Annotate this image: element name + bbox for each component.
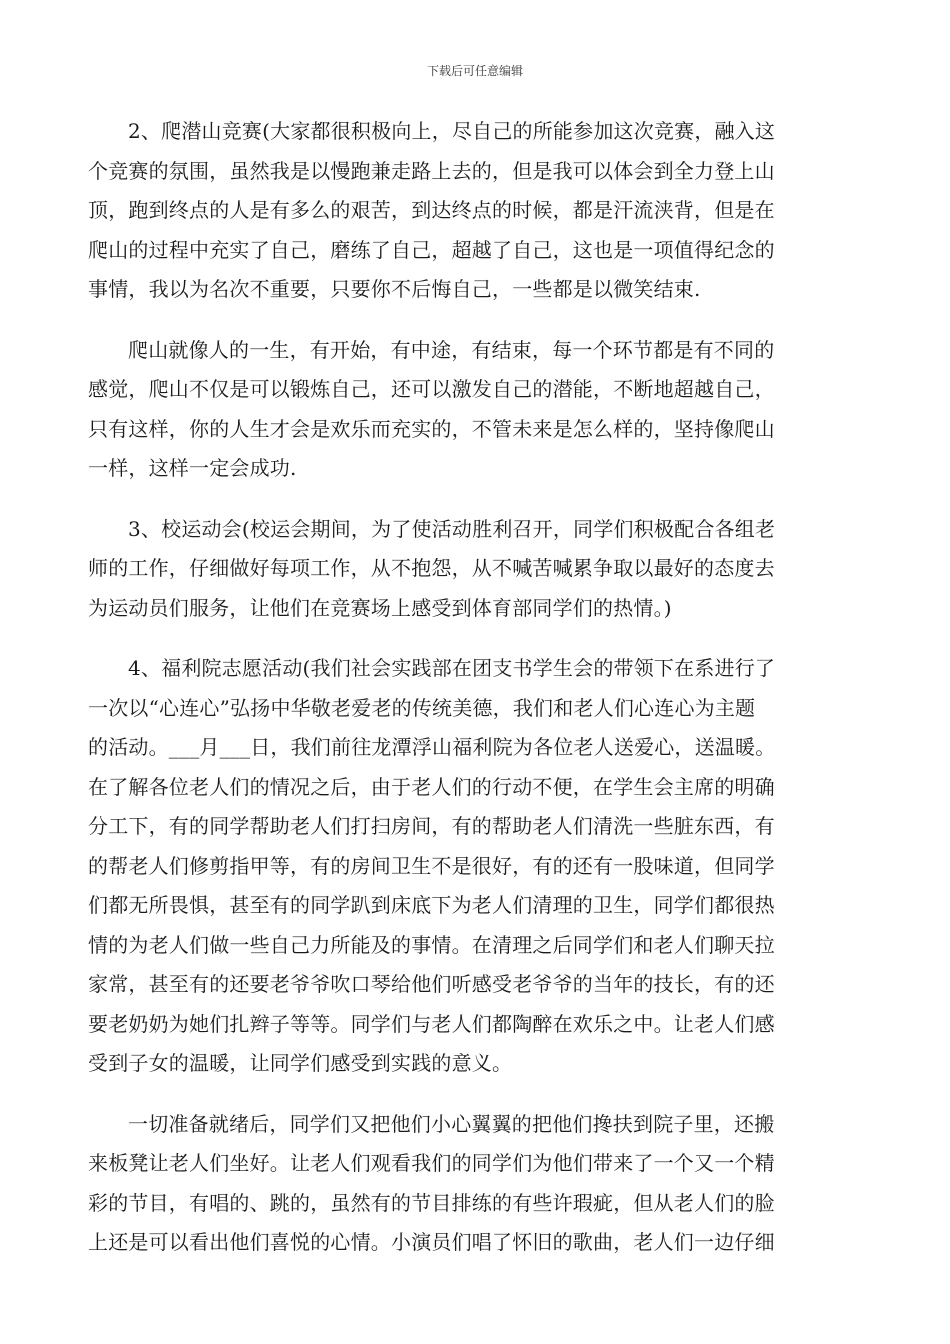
text-line: 一切准备就绪后，同学们又把他们小心翼翼的把他们搀扶到院子里，还搬 (128, 1111, 775, 1136)
text-line: 师的工作，仔细做好每项工作，从不抱怨，从不喊苦喊累争取以最好的态度去 (88, 556, 775, 580)
text-line: 的活动。___月___日，我们前往龙潭浮山福利院为各位老人送爱心，送温暖。 (88, 735, 776, 759)
text-line: 只有这样，你的人生才会是欢乐而充实的，不管未来是怎么样的，坚持像爬山 (88, 416, 775, 441)
paragraph-performance (88, 1105, 854, 1263)
text-line: 彩的节目，有唱的、跳的，虽然有的节目排练的有些许瑕疵，但从老人们的脸 (88, 1190, 775, 1215)
paragraph-sports-meet (88, 510, 854, 629)
document-body (88, 112, 854, 1263)
text-line: 来板凳让老人们坐好。让老人们观看我们的同学们为他们带来了一个又一个精 (88, 1151, 775, 1175)
text-line: 受到子女的温暖，让同学们感受到实践的意义。 (88, 1051, 513, 1075)
paragraph-mountain-race (88, 112, 854, 310)
text-line: 上还是可以看出他们喜悦的心情。小演员们唱了怀旧的歌曲，老人们一边仔细 (88, 1230, 775, 1254)
text-line: 个竞赛的氛围，虽然我是以慢跑兼走路上去的，但是我可以体会到全力登上山 (88, 158, 775, 183)
text-line: 顶，跑到终点的人是有多么的艰苦，到达终点的时候，都是汗流浃背，但是在 (88, 198, 775, 222)
text-line: 2、爬潜山竞赛(大家都很积极向上，尽自己的所能参加这次竞赛，融入这 (128, 119, 776, 143)
text-line: 事情，我以为名次不重要，只要你不后悔自己，一些都是以微笑结束. (88, 277, 701, 301)
paragraph-climbing-life (88, 331, 854, 489)
text-line: 情的为老人们做一些自己力所能及的事情。在清理之后同学们和老人们聊天拉 (88, 932, 775, 957)
text-line: 在了解各位老人们的情况之后，由于老人们的行动不便，在学生会主席的明确 (88, 774, 775, 799)
text-line: 4、福利院志愿活动(我们社会实践部在团支书学生会的带领下在系进行了 (128, 656, 776, 680)
text-line: 要老奶奶为她们扎辫子等等。同学们与老人们都陶醉在欢乐之中。让老人们感 (88, 1011, 775, 1036)
text-line: 分工下，有的同学帮助老人们打扫房间，有的帮助老人们清洗一些脏东西，有 (88, 814, 775, 838)
text-line: 3、校运动会(校运会期间，为了使活动胜利召开，同学们积极配合各组老 (128, 516, 776, 541)
text-line: 们都无所畏惧，甚至有的同学趴到床底下为老人们清理的卫生，同学们都很热 (88, 893, 775, 917)
text-line: 爬山的过程中充实了自己，磨练了自己，超越了自己，这也是一项值得纪念的 (88, 237, 775, 262)
text-line: 爬山就像人的一生，有开始，有中途，有结束，每一个环节都是有不同的 (128, 337, 775, 362)
text-line: 一次以“心连心”弘扬中华敬老爱老的传统美德，我们和老人们心连心为主题 (88, 695, 756, 720)
text-line: 家常，甚至有的还要老爷爷吹口琴给他们听感受老爷爷的当年的技长，有的还 (88, 972, 775, 996)
text-line: 感觉，爬山不仅是可以锻炼自己，还可以激发自己的潜能，不断地超越自己， (88, 377, 775, 401)
page-header: 下载后可任意编辑 (426, 64, 523, 78)
text-line: 的帮老人们修剪指甲等，有的房间卫生不是很好，有的还有一股味道，但同学 (88, 853, 775, 878)
text-line: 为运动员们服务，让他们在竞赛场上感受到体育部同学们的热情。) (88, 595, 672, 620)
paragraph-welfare-home (88, 649, 854, 1084)
text-line: 一样，这样一定会成功. (88, 456, 297, 480)
